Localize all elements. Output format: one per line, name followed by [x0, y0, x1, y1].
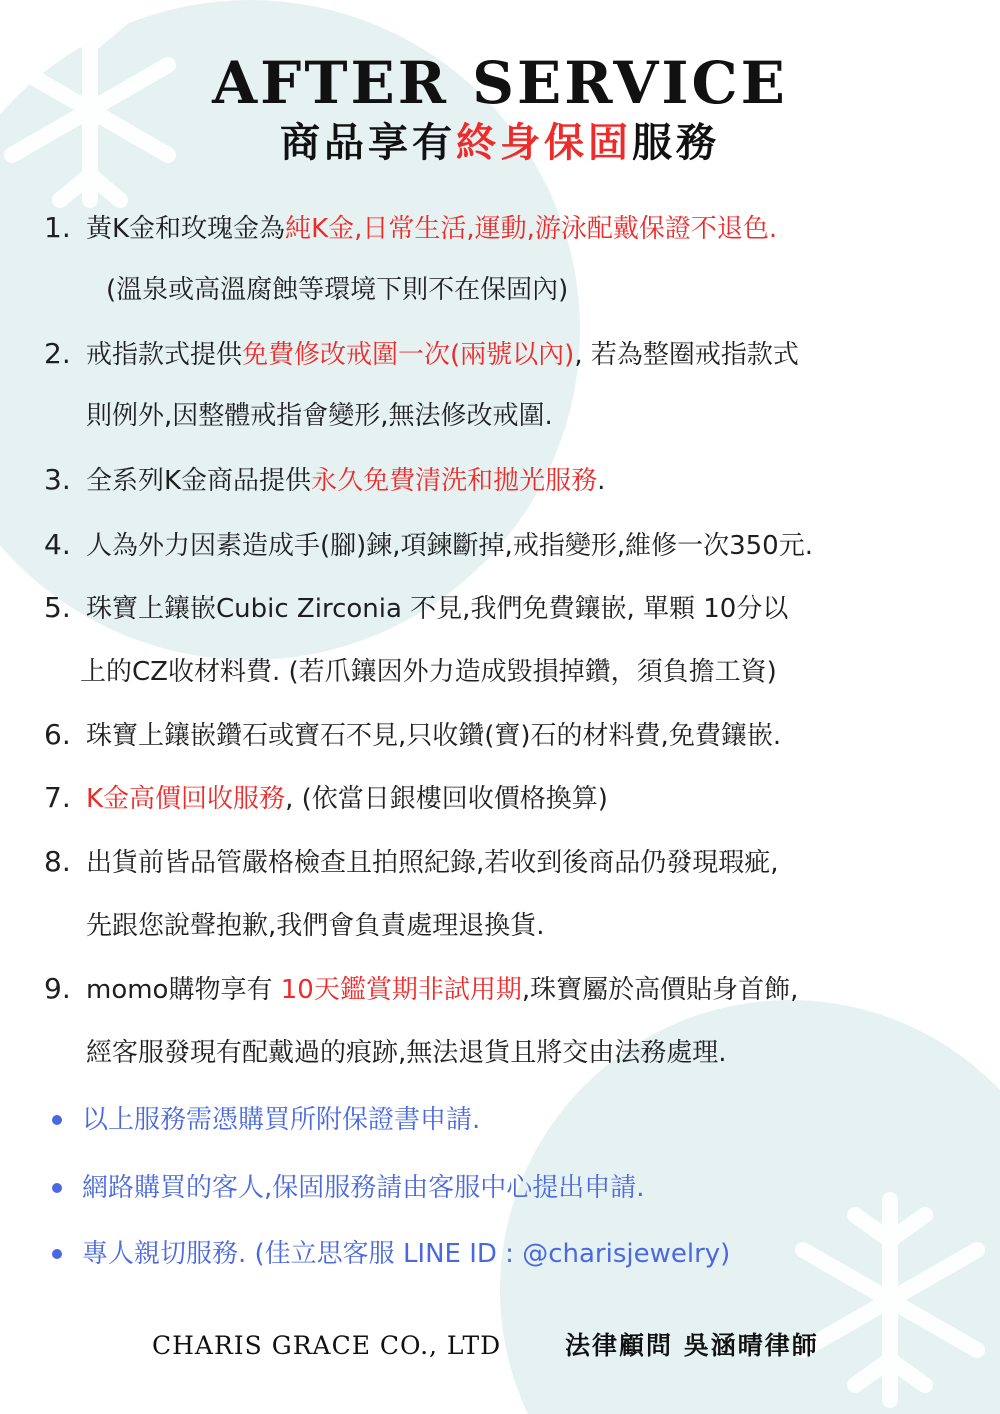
- company-name: CHARIS GRACE CO., LTD: [152, 1331, 502, 1360]
- item-text: 全系列K金商品提供: [86, 466, 312, 496]
- list-item-2-line-2: 則例外,因整體戒指會變形,無法修改戒圍.: [86, 401, 553, 431]
- list-item-9-line-2: 經客服發現有配戴過的痕跡,無法退貨且將交由法務處理.: [86, 1038, 727, 1068]
- page-title: AFTER SERVICE: [212, 49, 788, 117]
- item-highlight: 純K金,日常生活,運動,游泳配戴保證不退色.: [285, 214, 778, 244]
- legal-advisor: 法律顧問 吳涵晴律師: [565, 1331, 819, 1360]
- item-text: momo購物享有: [86, 975, 281, 1005]
- item-text: 珠寶上鑲嵌鑽石或寶石不見,只收鑽(寶)石的材料費,免費鑲嵌.: [86, 721, 782, 751]
- item-number: 6.: [44, 718, 71, 751]
- item-number: 3.: [44, 463, 71, 496]
- item-text-continued: , 若為整圈戒指款式: [574, 340, 799, 370]
- list-item-5-line-2: 上的CZ收材料費. (若爪鑲因外力造成毀損掉鑽，須負擔工資): [80, 657, 777, 687]
- item-highlight: 永久免費清洗和拋光服務: [311, 466, 598, 496]
- list-item-3: [44, 462, 990, 499]
- page-subtitle: [0, 118, 1000, 168]
- bullet-icon: [52, 1115, 62, 1125]
- item-highlight: 10天鑑賞期非試用期: [280, 975, 522, 1005]
- bullet-icon: [52, 1249, 62, 1259]
- item-number: 5.: [44, 591, 71, 624]
- item-highlight: K金高價回收服務: [86, 784, 286, 814]
- bullet-icon: [52, 1183, 62, 1193]
- list-item-2: [44, 336, 990, 373]
- subtitle-part-3: 服務: [632, 119, 720, 166]
- item-number: 4.: [44, 528, 71, 561]
- list-item-1: [44, 210, 990, 247]
- item-number: 2.: [44, 337, 71, 370]
- item-text-continued: ,珠寶屬於高價貼身首飾,: [521, 975, 799, 1005]
- list-item-9: [44, 971, 990, 1008]
- list-item-5: [44, 590, 990, 627]
- item-text: 人為外力因素造成手(腳)鍊,項鍊斷掉,戒指變形,維修一次350元.: [86, 531, 813, 561]
- list-item-4: [44, 527, 990, 564]
- list-item-8-line-2: 先跟您說聲抱歉,我們會負責處理退換貨.: [86, 911, 545, 941]
- item-number: 1.: [44, 211, 71, 244]
- item-number: 7.: [44, 781, 71, 814]
- subtitle-part-1: 商品享有: [280, 119, 456, 166]
- item-text: 黃K金和玫瑰金為: [86, 214, 286, 244]
- item-number: 8.: [44, 845, 71, 878]
- item-highlight: 免費修改戒圍一次(兩號以內): [242, 340, 575, 370]
- item-text: 出貨前皆品管嚴格檢查且拍照紀錄,若收到後商品仍發現瑕疵,: [86, 848, 779, 878]
- item-number: 9.: [44, 972, 71, 1005]
- list-item-6: [44, 717, 990, 754]
- note-1: 以上服務需憑購買所附保證書申請.: [82, 1105, 481, 1135]
- list-item-7: [44, 780, 990, 817]
- list-item-8: [44, 844, 990, 881]
- list-item-1-note: (溫泉或高溫腐蝕等環境下則不在保固內): [106, 275, 569, 305]
- note-3: 專人親切服務. (佳立思客服 LINE ID : @charisjewelry): [82, 1239, 731, 1269]
- item-text: 戒指款式提供: [86, 340, 243, 370]
- item-text: , (依當日銀樓回收價格換算): [285, 784, 608, 814]
- item-text-end: .: [597, 466, 606, 496]
- subtitle-highlight: 終身保固: [456, 119, 632, 166]
- note-2: 網路購買的客人,保固服務請由客服中心提出申請.: [82, 1173, 645, 1203]
- item-text: 珠寶上鑲嵌Cubic Zirconia 不見,我們免費鑲嵌, 單顆 10分以: [86, 594, 789, 624]
